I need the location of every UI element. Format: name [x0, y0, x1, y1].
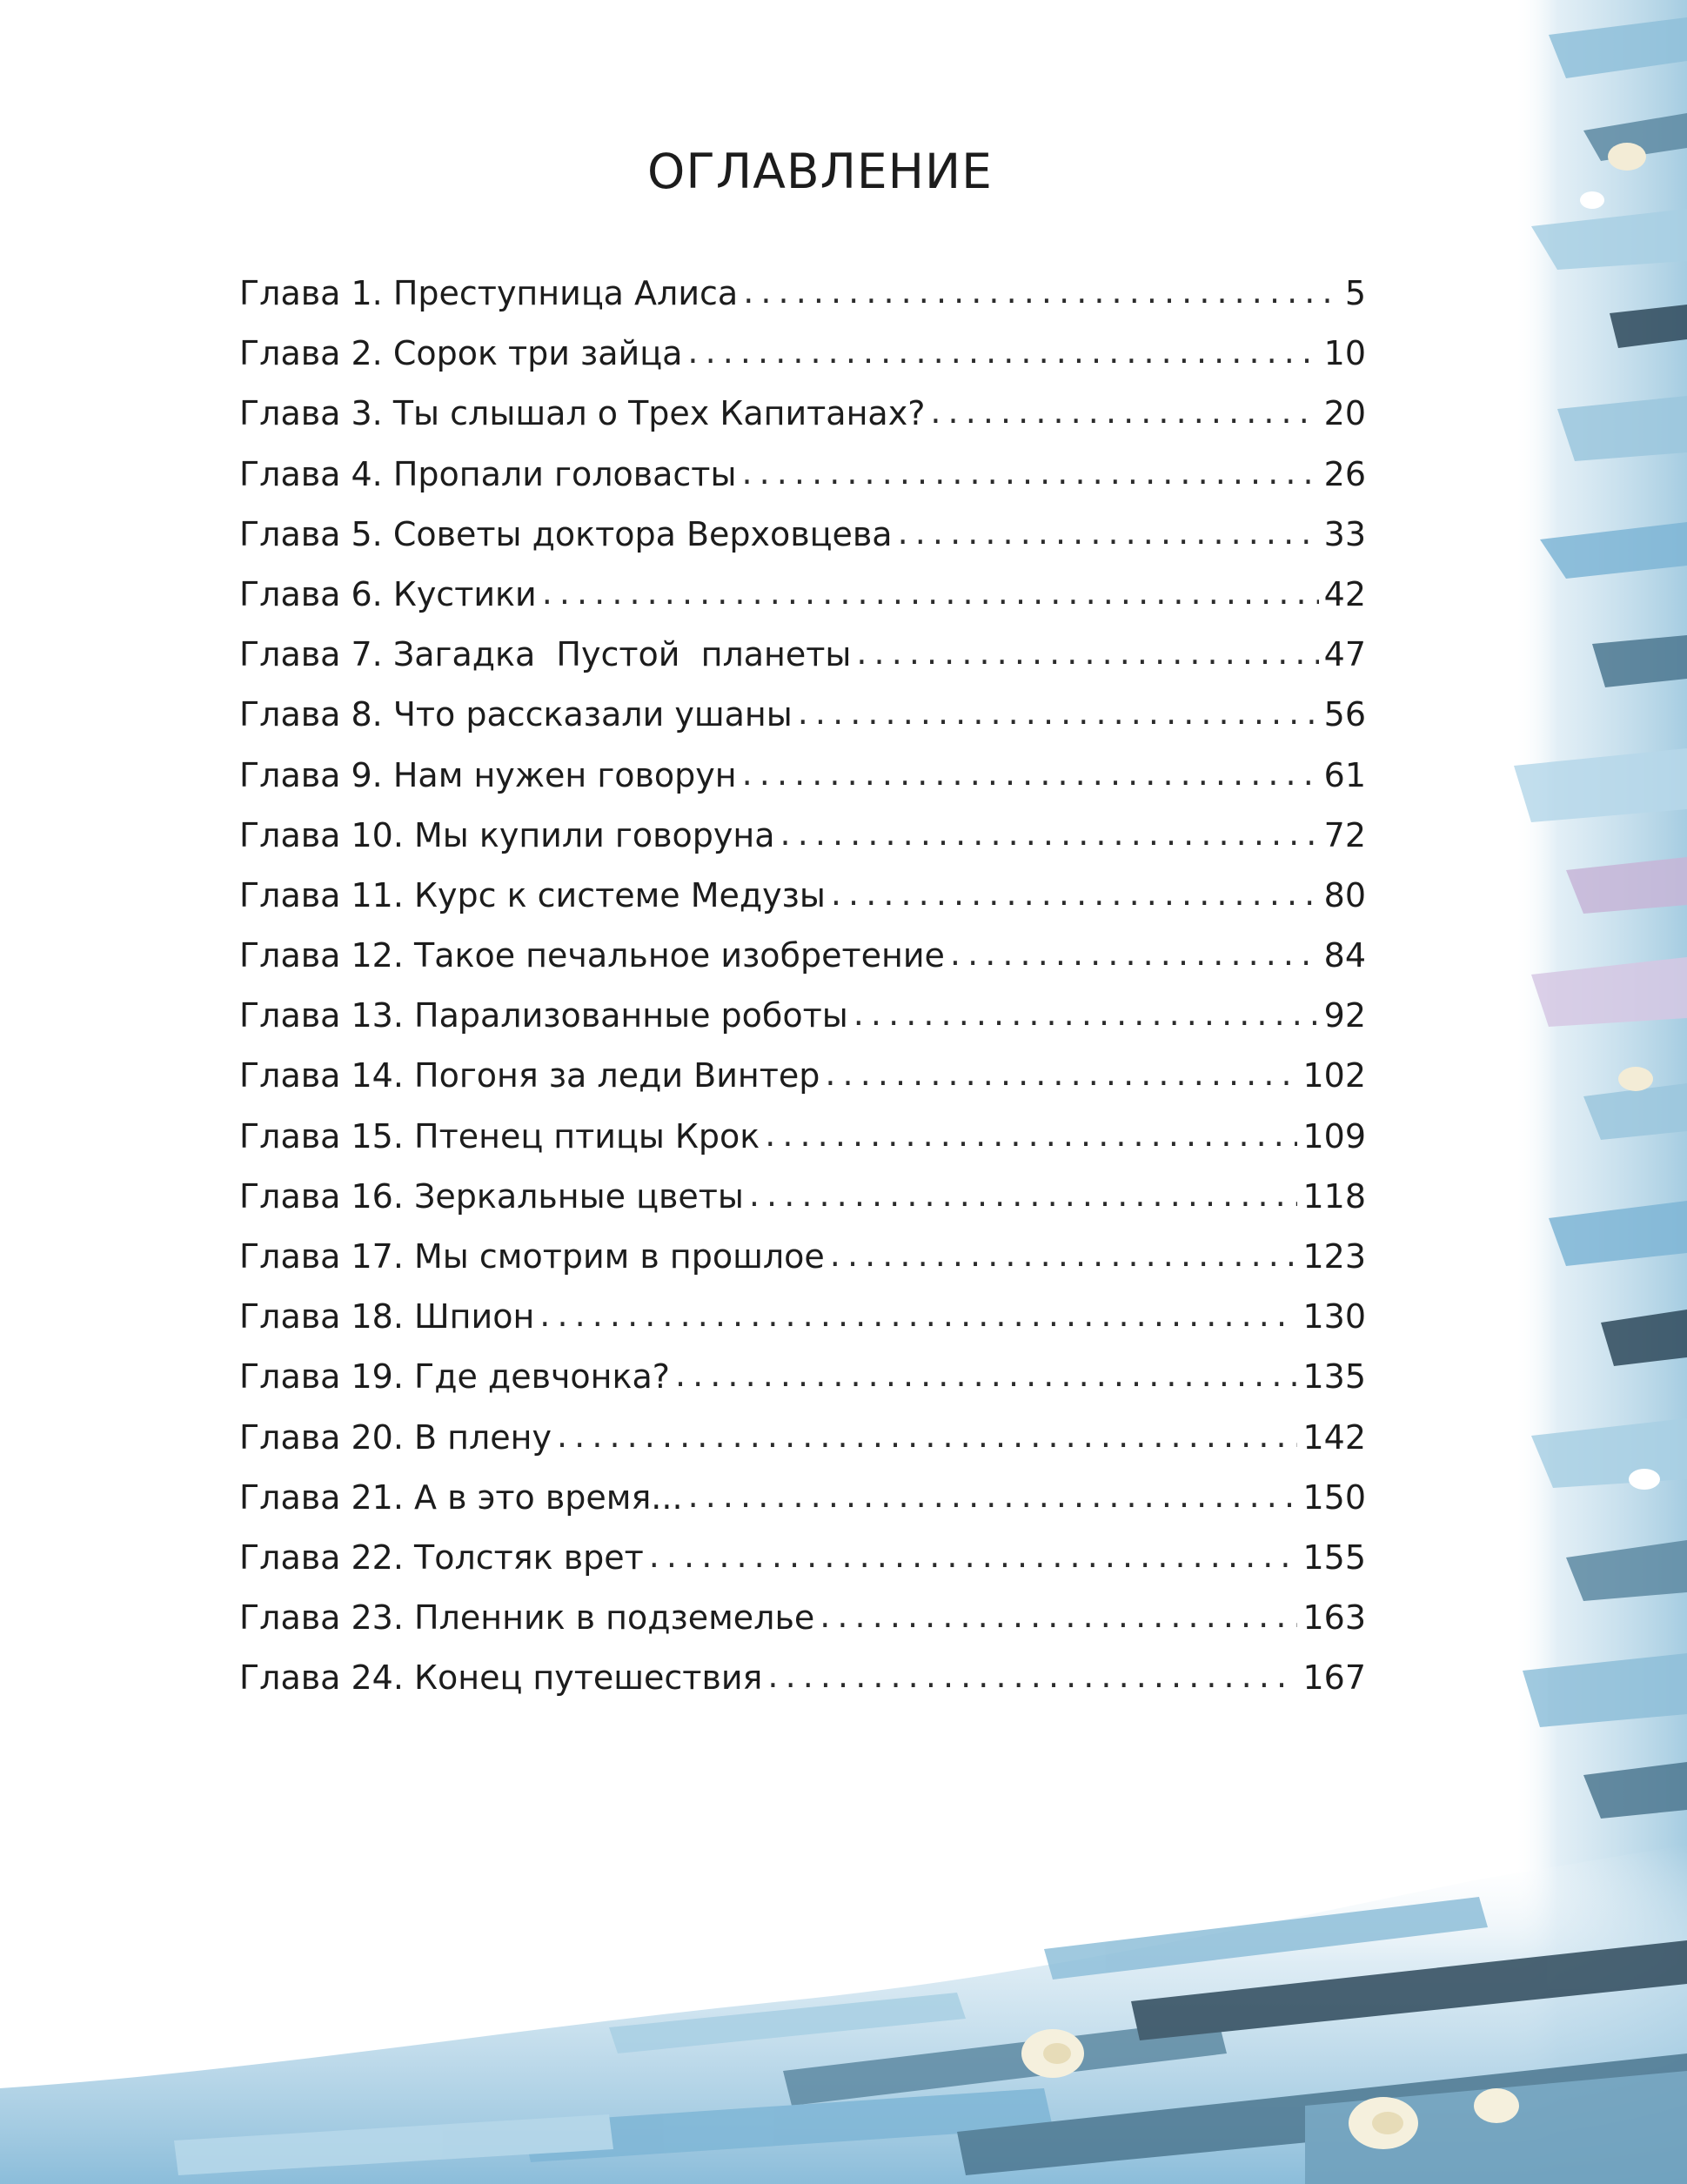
toc-entry[interactable] — [239, 1414, 1366, 1474]
toc-dot-leader — [742, 750, 1319, 798]
toc-entry[interactable] — [239, 1654, 1366, 1714]
toc-chapter-title: Глава 14. Погоня за леди Винтер — [239, 1056, 820, 1095]
toc-entry[interactable] — [239, 752, 1366, 812]
toc-dot-leader — [830, 1231, 1298, 1279]
toc-entry[interactable] — [239, 1534, 1366, 1594]
toc-page-number: 20 — [1323, 394, 1366, 433]
toc-chapter-title: Глава 5. Советы доктора Верховцева — [239, 514, 893, 553]
toc-dot-leader — [749, 1171, 1298, 1219]
toc-entry[interactable] — [239, 1052, 1366, 1112]
toc-page-number: 130 — [1302, 1297, 1366, 1337]
toc-chapter-title: Глава 22. Толстяк врет — [239, 1538, 644, 1577]
toc-page-number: 155 — [1302, 1538, 1366, 1577]
toc-entry[interactable] — [239, 451, 1366, 511]
toc-entry[interactable] — [239, 1293, 1366, 1353]
toc-dot-leader — [950, 930, 1319, 978]
toc-page-number: 102 — [1302, 1056, 1366, 1095]
toc-entry[interactable] — [239, 1113, 1366, 1173]
toc-dot-leader — [780, 810, 1319, 858]
toc-page-number: 142 — [1302, 1417, 1366, 1457]
toc-dot-leader — [831, 870, 1319, 918]
toc-page-number: 47 — [1323, 635, 1366, 674]
toc-chapter-title: Глава 13. Парализованные роботы — [239, 996, 848, 1035]
toc-page-number: 72 — [1323, 815, 1366, 854]
toc-dot-leader — [743, 268, 1340, 316]
toc-chapter-title: Глава 19. Где девчонка? — [239, 1357, 670, 1397]
toc-entry[interactable] — [239, 1594, 1366, 1654]
toc-dot-leader — [649, 1532, 1298, 1580]
toc-chapter-title: Глава 7. Загадка Пустой планеты — [239, 635, 852, 674]
toc-chapter-title: Глава 9. Нам нужен говорун — [239, 755, 737, 794]
toc-dot-leader — [688, 1472, 1298, 1520]
toc-page-number: 167 — [1302, 1658, 1366, 1698]
toc-chapter-title: Глава 10. Мы купили говоруна — [239, 815, 775, 854]
toc-dot-leader — [687, 328, 1318, 376]
toc-dot-leader — [930, 388, 1318, 436]
toc-dot-leader — [539, 1291, 1297, 1339]
toc-page-number: 5 — [1344, 274, 1366, 312]
toc-entry[interactable] — [239, 270, 1366, 330]
table-of-contents — [239, 270, 1366, 1715]
toc-page-number: 150 — [1302, 1477, 1366, 1517]
toc-page-number: 80 — [1323, 875, 1366, 914]
toc-dot-leader — [825, 1050, 1297, 1098]
toc-dot-leader — [798, 689, 1319, 737]
toc-chapter-title: Глава 3. Ты слышал о Трех Капитанах? — [239, 394, 926, 433]
toc-page-number: 123 — [1302, 1237, 1366, 1276]
toc-entry[interactable] — [239, 631, 1366, 691]
toc-dot-leader — [765, 1111, 1297, 1159]
toc-chapter-title: Глава 23. Пленник в подземелье — [239, 1598, 815, 1638]
toc-chapter-title: Глава 18. Шпион — [239, 1297, 535, 1337]
toc-page-number: 26 — [1323, 454, 1366, 493]
page-title: ОГЛАВЛЕНИЕ — [647, 144, 993, 199]
toc-page-number: 56 — [1323, 695, 1366, 734]
toc-dot-leader — [542, 569, 1319, 617]
toc-chapter-title: Глава 20. В плену — [239, 1417, 552, 1457]
toc-chapter-title: Глава 17. Мы смотрим в прошлое — [239, 1237, 825, 1276]
toc-chapter-title: Глава 16. Зеркальные цветы — [239, 1176, 744, 1216]
toc-dot-leader — [741, 449, 1318, 497]
toc-page-number: 92 — [1323, 996, 1366, 1035]
toc-entry[interactable] — [239, 571, 1366, 631]
toc-page-number: 109 — [1302, 1116, 1366, 1156]
toc-entry[interactable] — [239, 691, 1366, 751]
toc-chapter-title: Глава 24. Конец путешествия — [239, 1658, 763, 1698]
toc-dot-leader — [675, 1351, 1298, 1399]
toc-page-number: 42 — [1323, 574, 1366, 613]
toc-chapter-title: Глава 4. Пропали головасты — [239, 454, 737, 493]
toc-chapter-title: Глава 8. Что рассказали ушаны — [239, 695, 793, 734]
toc-page-number: 163 — [1302, 1598, 1366, 1638]
toc-entry[interactable] — [239, 1173, 1366, 1233]
toc-page-number: 33 — [1323, 514, 1366, 553]
toc-entry[interactable] — [239, 1474, 1366, 1534]
toc-chapter-title: Глава 11. Курс к системе Медузы — [239, 875, 826, 914]
toc-page-number: 61 — [1323, 755, 1366, 794]
toc-page-number: 84 — [1323, 936, 1366, 975]
toc-entry[interactable] — [239, 872, 1366, 932]
toc-page-number: 10 — [1323, 334, 1366, 373]
toc-chapter-title: Глава 21. А в это время... — [239, 1477, 683, 1517]
toc-dot-leader — [767, 1652, 1297, 1700]
toc-dot-leader — [854, 990, 1319, 1038]
toc-chapter-title: Глава 12. Такое печальное изобретение — [239, 936, 945, 975]
toc-dot-leader — [856, 629, 1318, 677]
toc-entry[interactable] — [239, 1233, 1366, 1293]
toc-chapter-title: Глава 2. Сорок три зайца — [239, 334, 683, 373]
toc-entry[interactable] — [239, 812, 1366, 872]
toc-page-number: 135 — [1302, 1357, 1366, 1397]
toc-entry[interactable] — [239, 330, 1366, 390]
toc-chapter-title: Глава 1. Преступница Алиса — [239, 274, 739, 312]
toc-entry[interactable] — [239, 1353, 1366, 1413]
toc-entry[interactable] — [239, 992, 1366, 1052]
toc-dot-leader — [898, 509, 1319, 557]
toc-entry[interactable] — [239, 511, 1366, 571]
toc-chapter-title: Глава 15. Птенец птицы Крок — [239, 1116, 760, 1156]
toc-entry[interactable] — [239, 932, 1366, 992]
toc-page-number: 118 — [1302, 1176, 1366, 1216]
toc-dot-leader — [820, 1592, 1297, 1640]
toc-chapter-title: Глава 6. Кустики — [239, 574, 537, 613]
toc-entry[interactable] — [239, 390, 1366, 450]
toc-dot-leader — [557, 1412, 1297, 1460]
